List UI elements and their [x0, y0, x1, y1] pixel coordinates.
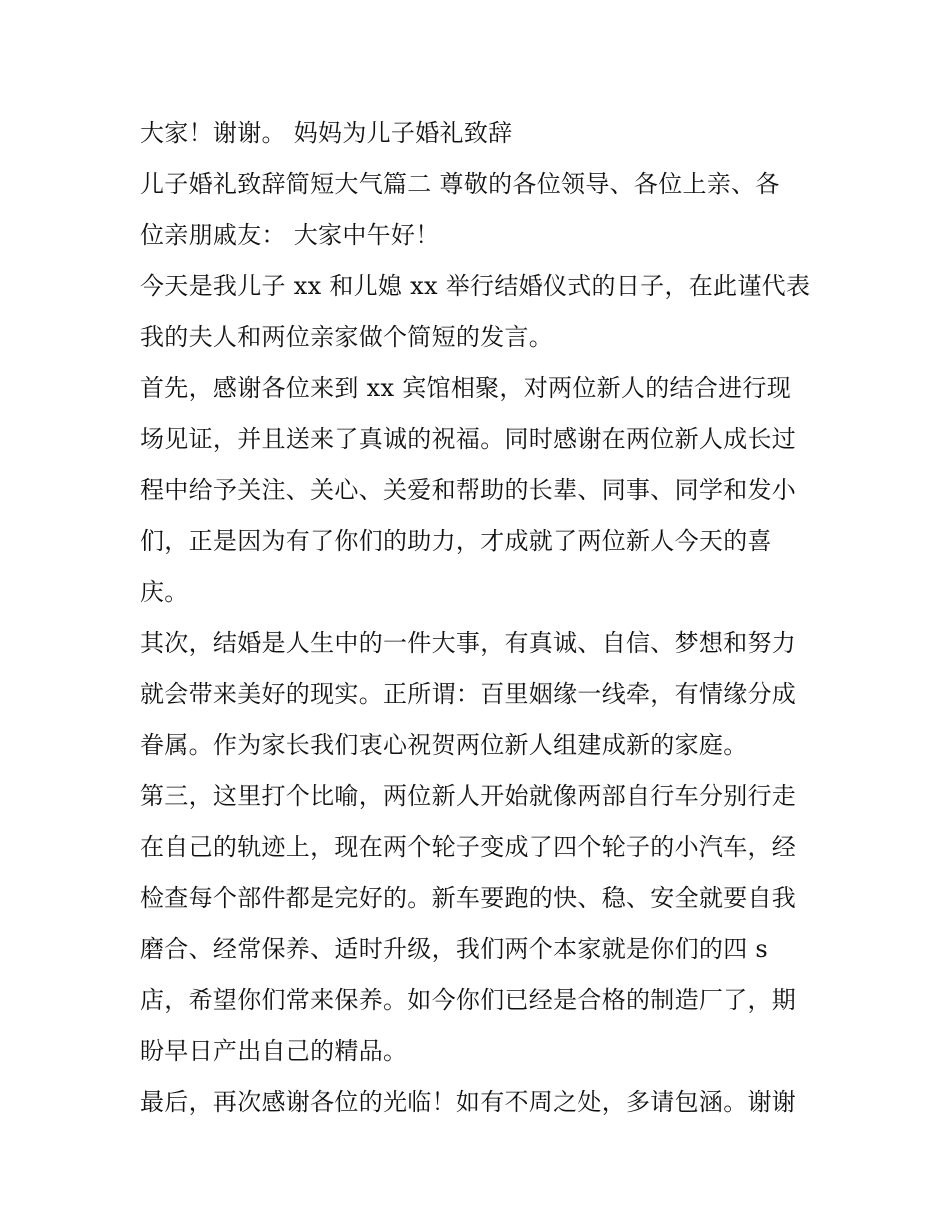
text-line: 程中给予关注、关心、关爱和帮助的长辈、同事、同学和发小	[140, 476, 797, 504]
text-line: 眷属。作为家长我们衷心祝贺两位新人组建成新的家庭。	[140, 731, 748, 759]
text-line: 最后，再次感谢各位的光临！如有不周之处，多请包涵。谢谢	[140, 1088, 797, 1116]
text-line: 就会带来美好的现实。正所谓：百里姻缘一线牵，有情缘分成	[140, 680, 797, 708]
text-line: 们，正是因为有了你们的助力，才成就了两位新人今天的喜	[140, 527, 772, 555]
text-line: 儿子婚礼致辞简短大气篇二 尊敬的各位领导、各位上亲、各	[140, 170, 780, 198]
text-line: 大家！谢谢。 妈妈为儿子婚礼致辞	[140, 119, 513, 147]
text-line: 位亲朋戚友： 大家中午好！	[140, 221, 440, 249]
text-line: 首先，感谢各位来到 xx 宾馆相聚，对两位新人的结合进行现	[140, 374, 792, 402]
text-line: 第三，这里打个比喻，两位新人开始就像两部自行车分别行走	[140, 782, 797, 810]
text-line: 磨合、经常保养、适时升级，我们两个本家就是你们的四 s	[140, 935, 769, 963]
text-line: 场见证，并且送来了真诚的祝福。同时感谢在两位新人成长过	[140, 425, 797, 453]
text-line: 庆。	[140, 578, 189, 606]
text-line: 店，希望你们常来保养。如今你们已经是合格的制造厂了，期	[140, 986, 797, 1014]
text-line: 我的夫人和两位亲家做个简短的发言。	[140, 323, 554, 351]
document-body	[140, 108, 820, 1128]
text-line: 今天是我儿子 xx 和儿媳 xx 举行结婚仪式的日子，在此谨代表	[140, 272, 811, 300]
text-line: 盼早日产出自己的精品。	[140, 1037, 408, 1065]
text-line: 其次，结婚是人生中的一件大事，有真诚、自信、梦想和努力	[140, 629, 797, 657]
text-line: 在自己的轨迹上，现在两个轮子变成了四个轮子的小汽车，经	[140, 833, 797, 861]
text-line: 检查每个部件都是完好的。新车要跑的快、稳、安全就要自我	[140, 884, 797, 912]
